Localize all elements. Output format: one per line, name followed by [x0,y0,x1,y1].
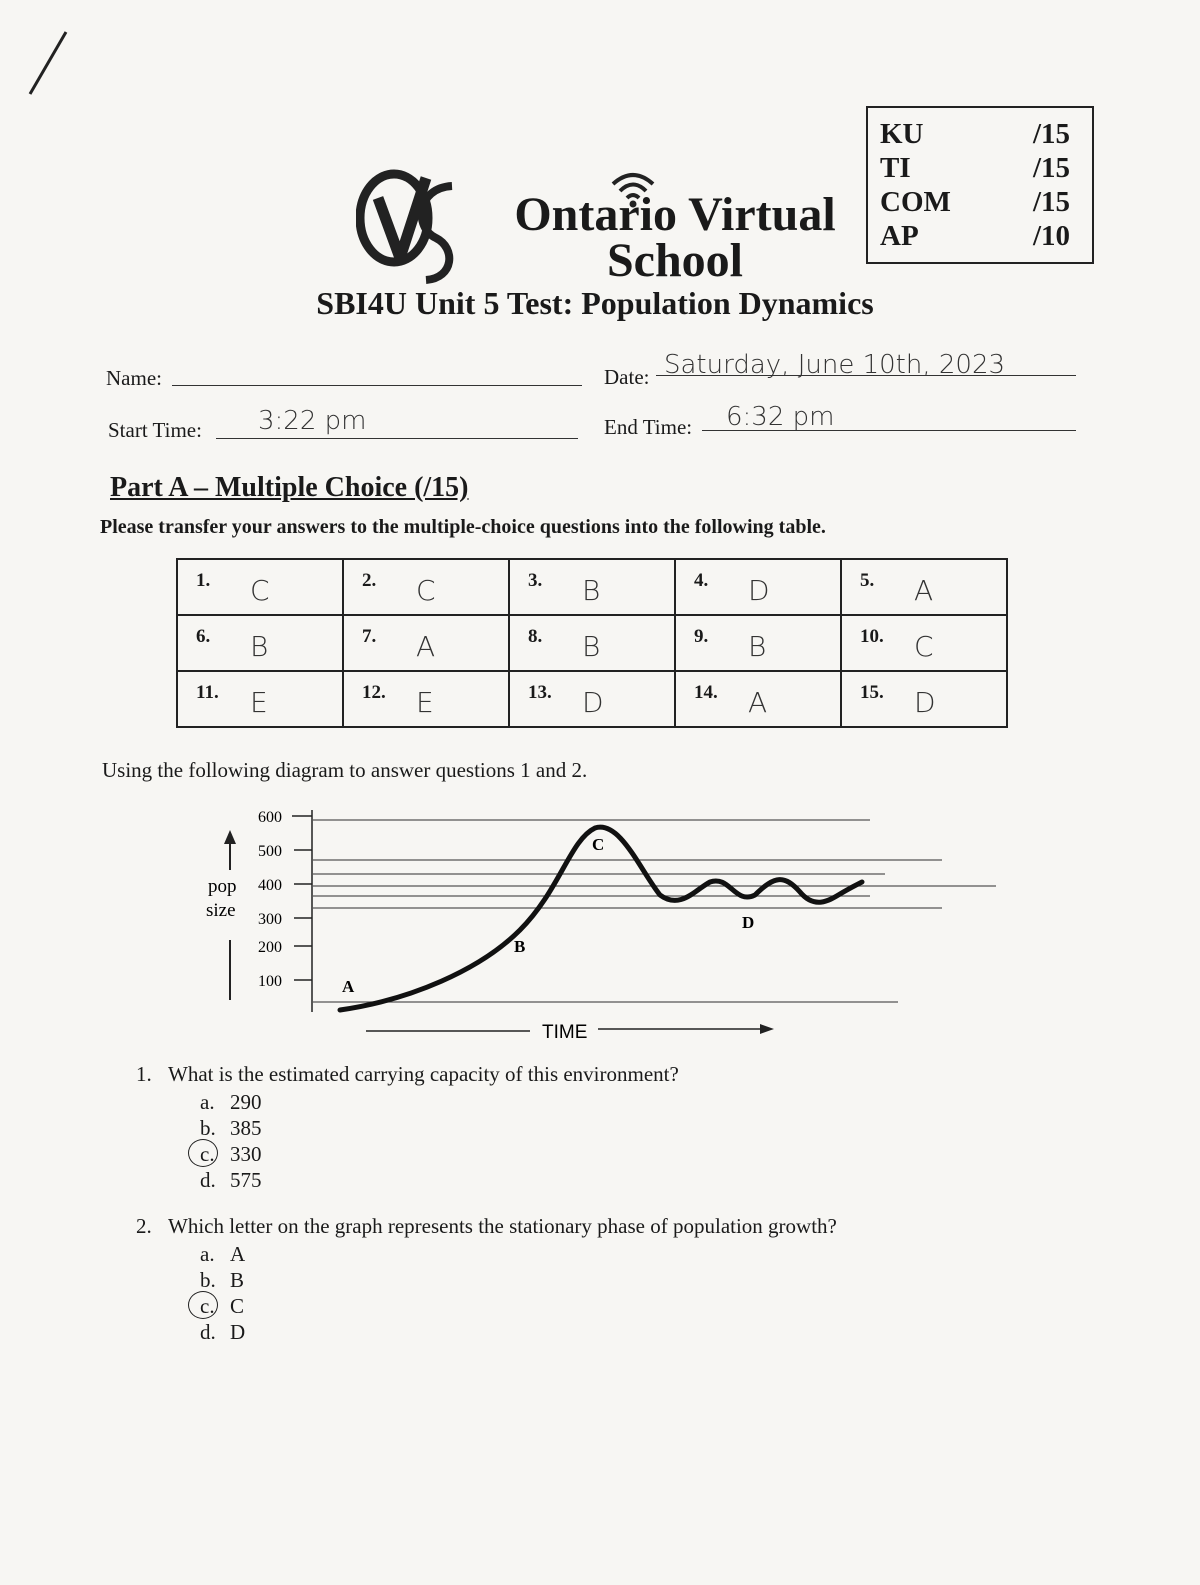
y-tick-label: 300 [258,911,282,928]
handwritten-answer: B [250,630,269,663]
question-number: 9. [694,626,709,647]
option-text: D [230,1320,246,1344]
handwritten-answer: D [582,686,604,719]
question-stem: What is the estimated carrying capacity of this environment? [168,1062,679,1086]
question-number: 1. [196,570,211,591]
option-letter [200,1142,230,1167]
handwritten-answer: A [748,686,768,719]
answer-option[interactable] [200,1268,244,1293]
growth-curve [340,827,862,1010]
y-axis-label: size [206,900,236,921]
handwritten-answer: D [748,574,770,607]
answer-cell[interactable] [675,615,841,671]
question-number: 8. [528,626,543,647]
score-value: /10 [1032,220,1070,252]
handwritten-answer: D [914,686,936,719]
score-label: TI [880,152,911,184]
answer-cell[interactable] [343,559,509,615]
option-letter-text: c. [200,1294,215,1318]
question-number: 11. [196,682,219,703]
option-letter-text: c. [200,1142,215,1166]
y-axis [292,810,312,1012]
score-label: COM [880,186,951,218]
handwritten-answer: C [416,574,436,607]
y-axis-label: pop [208,876,237,897]
point-label: A [342,977,355,996]
question-number: 13. [528,682,552,703]
school-name [490,188,860,287]
answer-option[interactable] [200,1090,262,1115]
reference-lines [312,820,996,1002]
question-number: 7. [362,626,377,647]
question-number: 1. [136,1062,152,1086]
point-label: C [592,835,605,854]
name-label: Name: [106,366,162,390]
diagram-caption: Using the following diagram to answer questions 1 and 2. [102,758,588,782]
option-letter [200,1320,230,1345]
answer-row [177,615,1007,671]
option-letter-text: a. [200,1242,215,1266]
y-tick-label: 500 [258,843,282,860]
answer-cell[interactable] [509,559,675,615]
answer-row [177,559,1007,615]
instructions: Please transfer your answers to the multiple-choice questions into the following table. [100,516,826,538]
handwritten-answer: B [582,630,601,663]
score-value: /15 [1032,186,1070,218]
end-time-value: 6:32 pm [726,402,835,432]
school-logo-icon [356,158,476,293]
name-field[interactable] [172,385,582,386]
handwritten-answer: E [416,686,434,719]
start-time-label: Start Time: [108,418,202,442]
option-letter [200,1242,230,1267]
answer-row [177,671,1007,727]
question-number: 5. [860,570,875,591]
question-number: 15. [860,682,884,703]
y-tick-label: 200 [258,939,282,956]
date-value: Saturday, June 10th, 2023 [664,350,1006,380]
test-title-text: SBI4U Unit 5 Test: Population Dynamics [316,285,874,321]
answer-cell[interactable] [343,615,509,671]
point-label: D [742,913,755,932]
answer-cell[interactable] [841,615,1007,671]
question-number: 12. [362,682,386,703]
question-number: 6. [196,626,211,647]
option-letter-text: d. [200,1320,216,1344]
answer-option[interactable] [200,1294,244,1319]
y-tick-label: 600 [258,809,282,826]
question-number: 10. [860,626,884,647]
handwritten-answer: C [250,574,270,607]
answer-cell[interactable] [343,671,509,727]
question-number: 4. [694,570,709,591]
corner-pen-mark [24,28,74,103]
answer-cell[interactable] [841,671,1007,727]
handwritten-answer: B [748,630,767,663]
question-stem: Which letter on the graph represents the stationary phase of population growth? [168,1214,837,1238]
answer-option[interactable] [200,1116,262,1141]
option-text: C [230,1294,245,1318]
start-time-field[interactable] [216,438,578,439]
option-letter-text: b. [200,1116,216,1140]
option-letter-text: b. [200,1268,216,1292]
option-letter-text: a. [200,1090,215,1114]
time-arrow-icon [598,1024,774,1034]
option-text: 290 [230,1090,262,1114]
answer-cell[interactable] [509,615,675,671]
answer-cell[interactable] [675,559,841,615]
test-title [0,285,1200,322]
option-letter [200,1268,230,1293]
answer-cell[interactable] [177,671,343,727]
score-value: /15 [1032,152,1070,184]
option-letter [200,1294,230,1319]
selected-circle-icon [188,1139,218,1167]
option-text: 330 [230,1142,262,1166]
option-letter-text: d. [200,1168,216,1192]
answer-cell[interactable] [177,615,343,671]
option-letter [200,1090,230,1115]
question-number: 3. [528,570,543,591]
answer-table [176,558,1008,728]
score-box [866,106,1094,264]
handwritten-answer: A [914,574,934,607]
point-label: B [514,937,526,956]
option-text: 385 [230,1116,262,1140]
end-time-label: End Time: [604,415,693,439]
score-value: /15 [1032,118,1070,150]
school-name-line: School [606,234,744,287]
answer-cell[interactable] [509,671,675,727]
score-label: AP [880,220,919,252]
answer-cell[interactable] [675,671,841,727]
option-text: B [230,1268,245,1292]
date-label: Date: [604,365,650,389]
option-text: A [230,1242,246,1266]
question-number: 2. [136,1214,152,1238]
option-letter [200,1168,230,1193]
score-label: KU [880,118,924,150]
handwritten-answer: B [582,574,601,607]
handwritten-answer: A [416,630,436,663]
selected-circle-icon [188,1291,218,1319]
y-tick-label: 100 [258,973,282,990]
section-heading: Part A – Multiple Choice (/15) [110,472,469,503]
question-number: 14. [694,682,718,703]
option-letter [200,1116,230,1141]
answer-option[interactable] [200,1320,245,1345]
answer-option[interactable] [200,1142,262,1167]
start-time-value: 3:22 pm [258,406,367,436]
x-axis-label: TIME [542,1022,588,1043]
y-tick-label: 400 [258,877,282,894]
answer-option[interactable] [200,1242,245,1267]
handwritten-answer: E [250,686,268,719]
option-text: 575 [230,1168,262,1192]
school-name-line: Ontario Virtual [514,188,836,241]
question-number: 2. [362,570,377,591]
answer-cell[interactable] [177,559,343,615]
answer-cell[interactable] [841,559,1007,615]
population-diagram [190,800,1010,1055]
answer-option[interactable] [200,1168,262,1193]
handwritten-answer: C [914,630,934,663]
